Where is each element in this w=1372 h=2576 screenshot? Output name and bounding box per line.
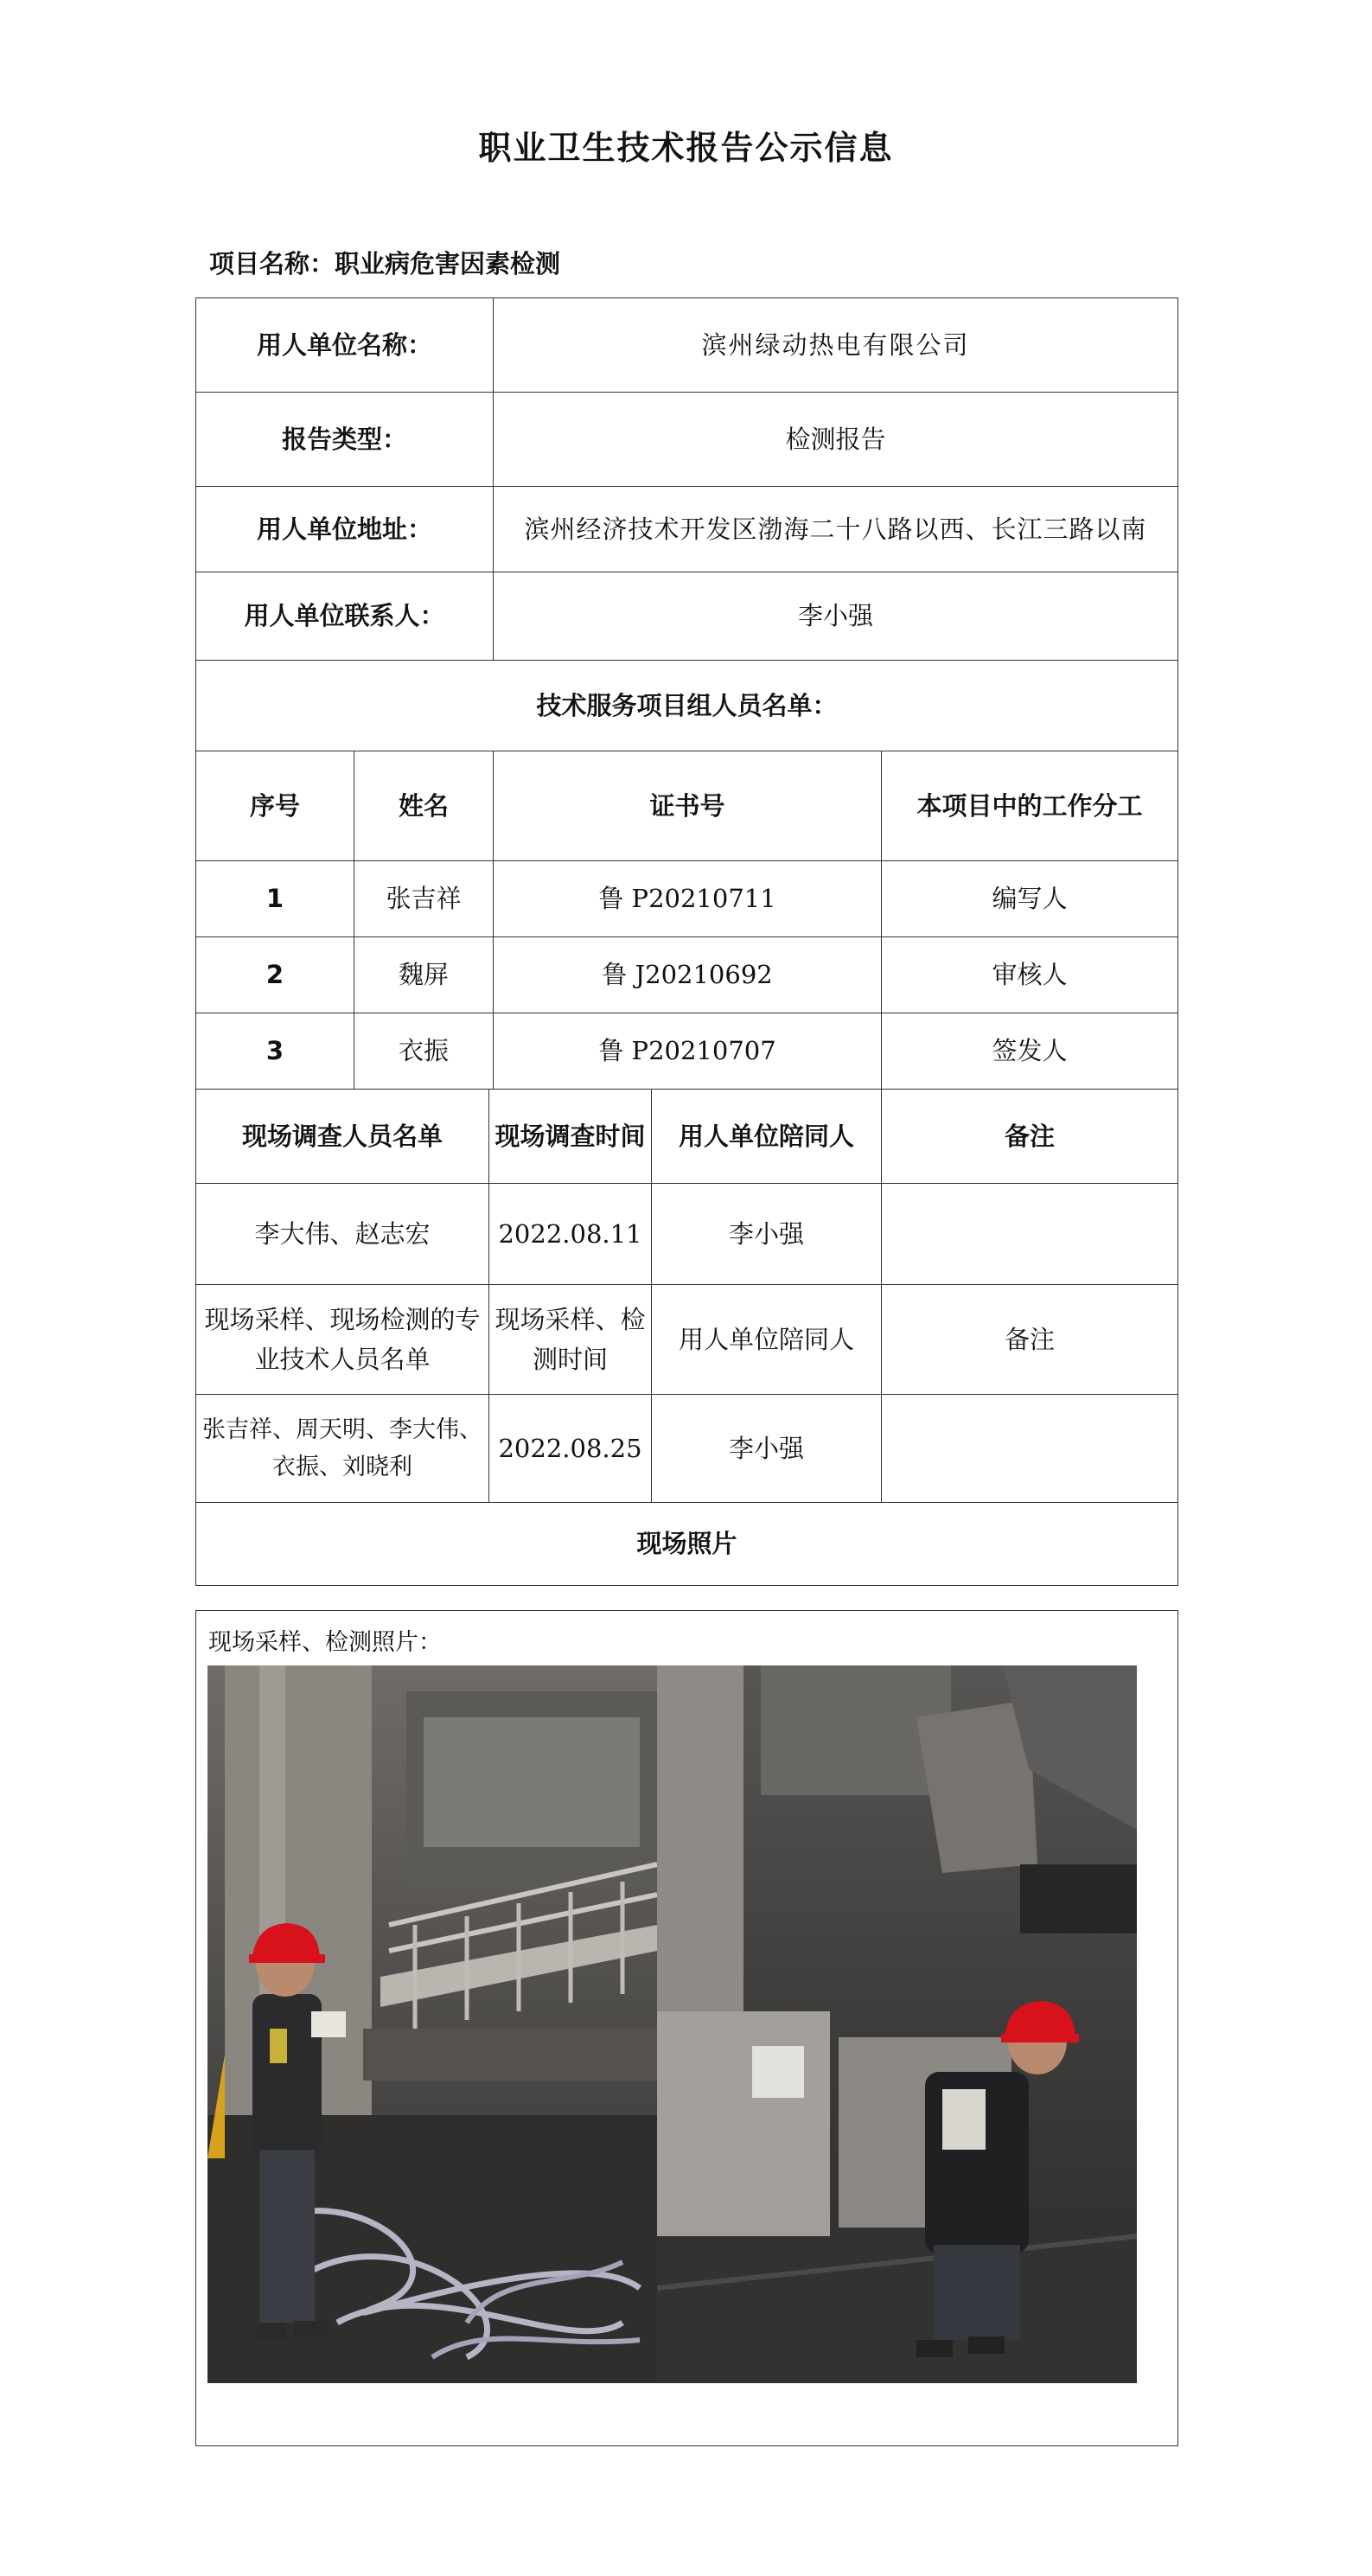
sampling-people: 张吉祥、周天明、李大伟、衣振、刘晓利	[196, 1395, 489, 1503]
survey-header-time: 现场调查时间	[489, 1090, 652, 1184]
row-name: 魏屏	[354, 937, 494, 1013]
table-row	[196, 1013, 1178, 1090]
row-role: 编写人	[882, 861, 1178, 937]
photo-section	[195, 1610, 1178, 2446]
row-name: 衣振	[354, 1013, 494, 1090]
photo-section-label: 现场采样、检测照片：	[208, 1629, 442, 1656]
sampling-header-escort: 用人单位陪同人	[652, 1285, 882, 1395]
survey-header-note: 备注	[882, 1090, 1178, 1184]
row-role: 签发人	[882, 1013, 1178, 1090]
contact-person: 李小强	[494, 572, 1178, 661]
survey-people: 李大伟、赵志宏	[196, 1184, 489, 1285]
sampling-time: 2022.08.25	[489, 1395, 652, 1503]
contact-label: 用人单位联系人：	[196, 572, 494, 661]
disclosure-table	[195, 297, 1178, 1586]
header-name: 姓名	[354, 751, 494, 861]
row-no: 3	[196, 1013, 354, 1090]
project-label: 项目名称：	[209, 249, 335, 278]
row-role: 审核人	[882, 937, 1178, 1013]
survey-time: 2022.08.11	[489, 1184, 652, 1285]
site-photo-right	[657, 1665, 1137, 2383]
header-no: 序号	[196, 751, 354, 861]
survey-header-people: 现场调查人员名单	[196, 1090, 489, 1184]
employer-name: 滨州绿动热电有限公司	[494, 298, 1178, 393]
row-cert: 鲁 P20210707	[494, 1013, 882, 1090]
site-photo-left	[207, 1665, 657, 2383]
header-role: 本项目中的工作分工	[882, 751, 1178, 861]
table-row	[196, 937, 1178, 1013]
sampling-header-note: 备注	[882, 1285, 1178, 1395]
photos-heading: 现场照片	[196, 1503, 1178, 1586]
sampling-header-time: 现场采样、检测时间	[489, 1285, 652, 1395]
page-title: 职业卫生技术报告公示信息	[478, 129, 894, 167]
team-heading: 技术服务项目组人员名单：	[196, 661, 1178, 751]
sampling-header-people: 现场采样、现场检测的专业技术人员名单	[196, 1285, 489, 1395]
project-line	[209, 245, 560, 280]
survey-header-escort: 用人单位陪同人	[652, 1090, 882, 1184]
sampling-escort: 李小强	[652, 1395, 882, 1503]
row-no: 1	[196, 861, 354, 937]
survey-note	[882, 1184, 1178, 1285]
report-type-label: 报告类型：	[196, 393, 494, 487]
row-name: 张吉祥	[354, 861, 494, 937]
report-type: 检测报告	[494, 393, 1178, 487]
row-no: 2	[196, 937, 354, 1013]
employer-name-label: 用人单位名称：	[196, 298, 494, 393]
employer-address: 滨州经济技术开发区渤海二十八路以西、长江三路以南	[494, 487, 1178, 572]
sampling-note	[882, 1395, 1178, 1503]
row-cert: 鲁 J20210692	[494, 937, 882, 1013]
address-label: 用人单位地址：	[196, 487, 494, 572]
survey-escort: 李小强	[652, 1184, 882, 1285]
row-cert: 鲁 P20210711	[494, 861, 882, 937]
header-cert: 证书号	[494, 751, 882, 861]
table-row	[196, 861, 1178, 937]
project-value: 职业病危害因素检测	[335, 249, 561, 278]
